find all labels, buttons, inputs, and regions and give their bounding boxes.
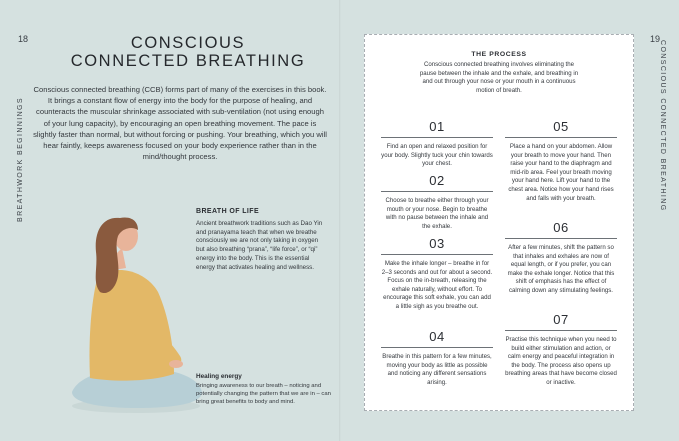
- page-title: [70, 34, 306, 70]
- step-divider: [505, 137, 617, 138]
- process-step: [381, 329, 493, 387]
- process-step: [381, 173, 493, 231]
- title-line-1: CONSCIOUS: [130, 34, 246, 52]
- side-label-right: CONSCIOUS CONNECTED BREATHING: [659, 40, 666, 212]
- step-number: 04: [429, 329, 445, 344]
- intro-paragraph: Conscious connected breathing (CCB) forms part of many of the exercises in this book. It brings a constant flow of energy into the body for the purpose of healing, and counteracts the muscular shrinkage associated with sub-ventilation (not using enough of your lung capacity), by encouraging an open breathing movement. The pace is slightly faster than normal, but without forcing or pushing. Your breathing, which you will hear faintly, keeps awareness focused on your body experience rather than in the mind/thought process.: [33, 85, 327, 162]
- step-text: Make the inhale longer – breathe in for 2–3 seconds and out for about a second. Focus on the in-breath, releasing the exhale naturally, without effort. To encourage this soft exhale, you can add a little sigh as you breathe out.: [381, 260, 493, 310]
- breath-of-life-text: Ancient breathwork traditions such as Dao Yin and pranayama teach that when we breathe consciously we are not only taking in oxygen but also breathing “prana”, “life force”, or “qi” energy into the body. This is the essential energy that activates healing and wellness.: [196, 220, 323, 271]
- process-step: [505, 312, 617, 388]
- process-step: [505, 119, 617, 203]
- step-divider: [381, 254, 493, 255]
- process-step: [381, 236, 493, 312]
- step-divider: [381, 191, 493, 192]
- process-step: [505, 220, 617, 296]
- step-number: 02: [429, 173, 445, 188]
- breath-of-life-title: BREATH OF LIFE: [196, 208, 260, 215]
- step-divider: [381, 347, 493, 348]
- step-number: 01: [429, 119, 445, 134]
- step-text: Find an open and relaxed position for your body. Slightly tuck your chin towards your chest.: [381, 143, 493, 168]
- step-divider: [505, 330, 617, 331]
- process-step: [381, 119, 493, 169]
- process-intro: Conscious connected breathing involves eliminating the pause between the inhale and the exhale, and breathing in and out through your nose or your mouth in a continuous motion of breath.: [419, 61, 579, 95]
- step-number: 05: [553, 119, 569, 134]
- step-text: After a few minutes, shift the pattern so that inhales and exhales are now of equal length, or if you prefer, you can make the exhale longer. Notice that this shift of emphasis has the effect of calming down any stimulating feelings.: [507, 244, 615, 294]
- healing-energy-text: Bringing awareness to our breath – noticing and potentially changing the pattern that we are in – can bring great benefits to body and mind.: [196, 383, 331, 406]
- page-number-left: 18: [18, 34, 29, 44]
- step-divider: [381, 137, 493, 138]
- title-line-2: CONNECTED BREATHING: [70, 52, 306, 70]
- step-text: Breathe in this pattern for a few minutes, moving your body as little as possible and noticing any different sensations arising.: [382, 353, 492, 386]
- step-text: Practise this technique when you need to build either stimulation and action, or calm energy and peaceful integration in the body. The process also opens up breathing areas that have become closed or inactive.: [505, 336, 617, 386]
- step-number: 03: [429, 236, 445, 251]
- process-title: THE PROCESS: [471, 51, 527, 58]
- healing-energy-title: Healing energy: [196, 373, 242, 380]
- step-number: 07: [553, 312, 569, 327]
- step-text: Place a hand on your abdomen. Allow your breath to move your hand. Then raise your hand to the diaphragm and mid-rib area. Feel your breath moving your hand here. Lift your hand to the chest area. Notice how your hand rises and falls with your breath.: [508, 143, 614, 202]
- meditating-woman-illustration: [62, 196, 212, 418]
- step-divider: [505, 238, 617, 239]
- page-gutter: [339, 0, 341, 441]
- page-number-right: 19: [650, 34, 661, 44]
- step-number: 06: [553, 220, 569, 235]
- process-box: [364, 34, 634, 411]
- side-label-left: BREATHWORK BEGINNINGS: [17, 97, 24, 222]
- step-text: Choose to breathe either through your mouth or your nose. Begin to breathe with no pause between the inhale and the exhale.: [385, 197, 489, 230]
